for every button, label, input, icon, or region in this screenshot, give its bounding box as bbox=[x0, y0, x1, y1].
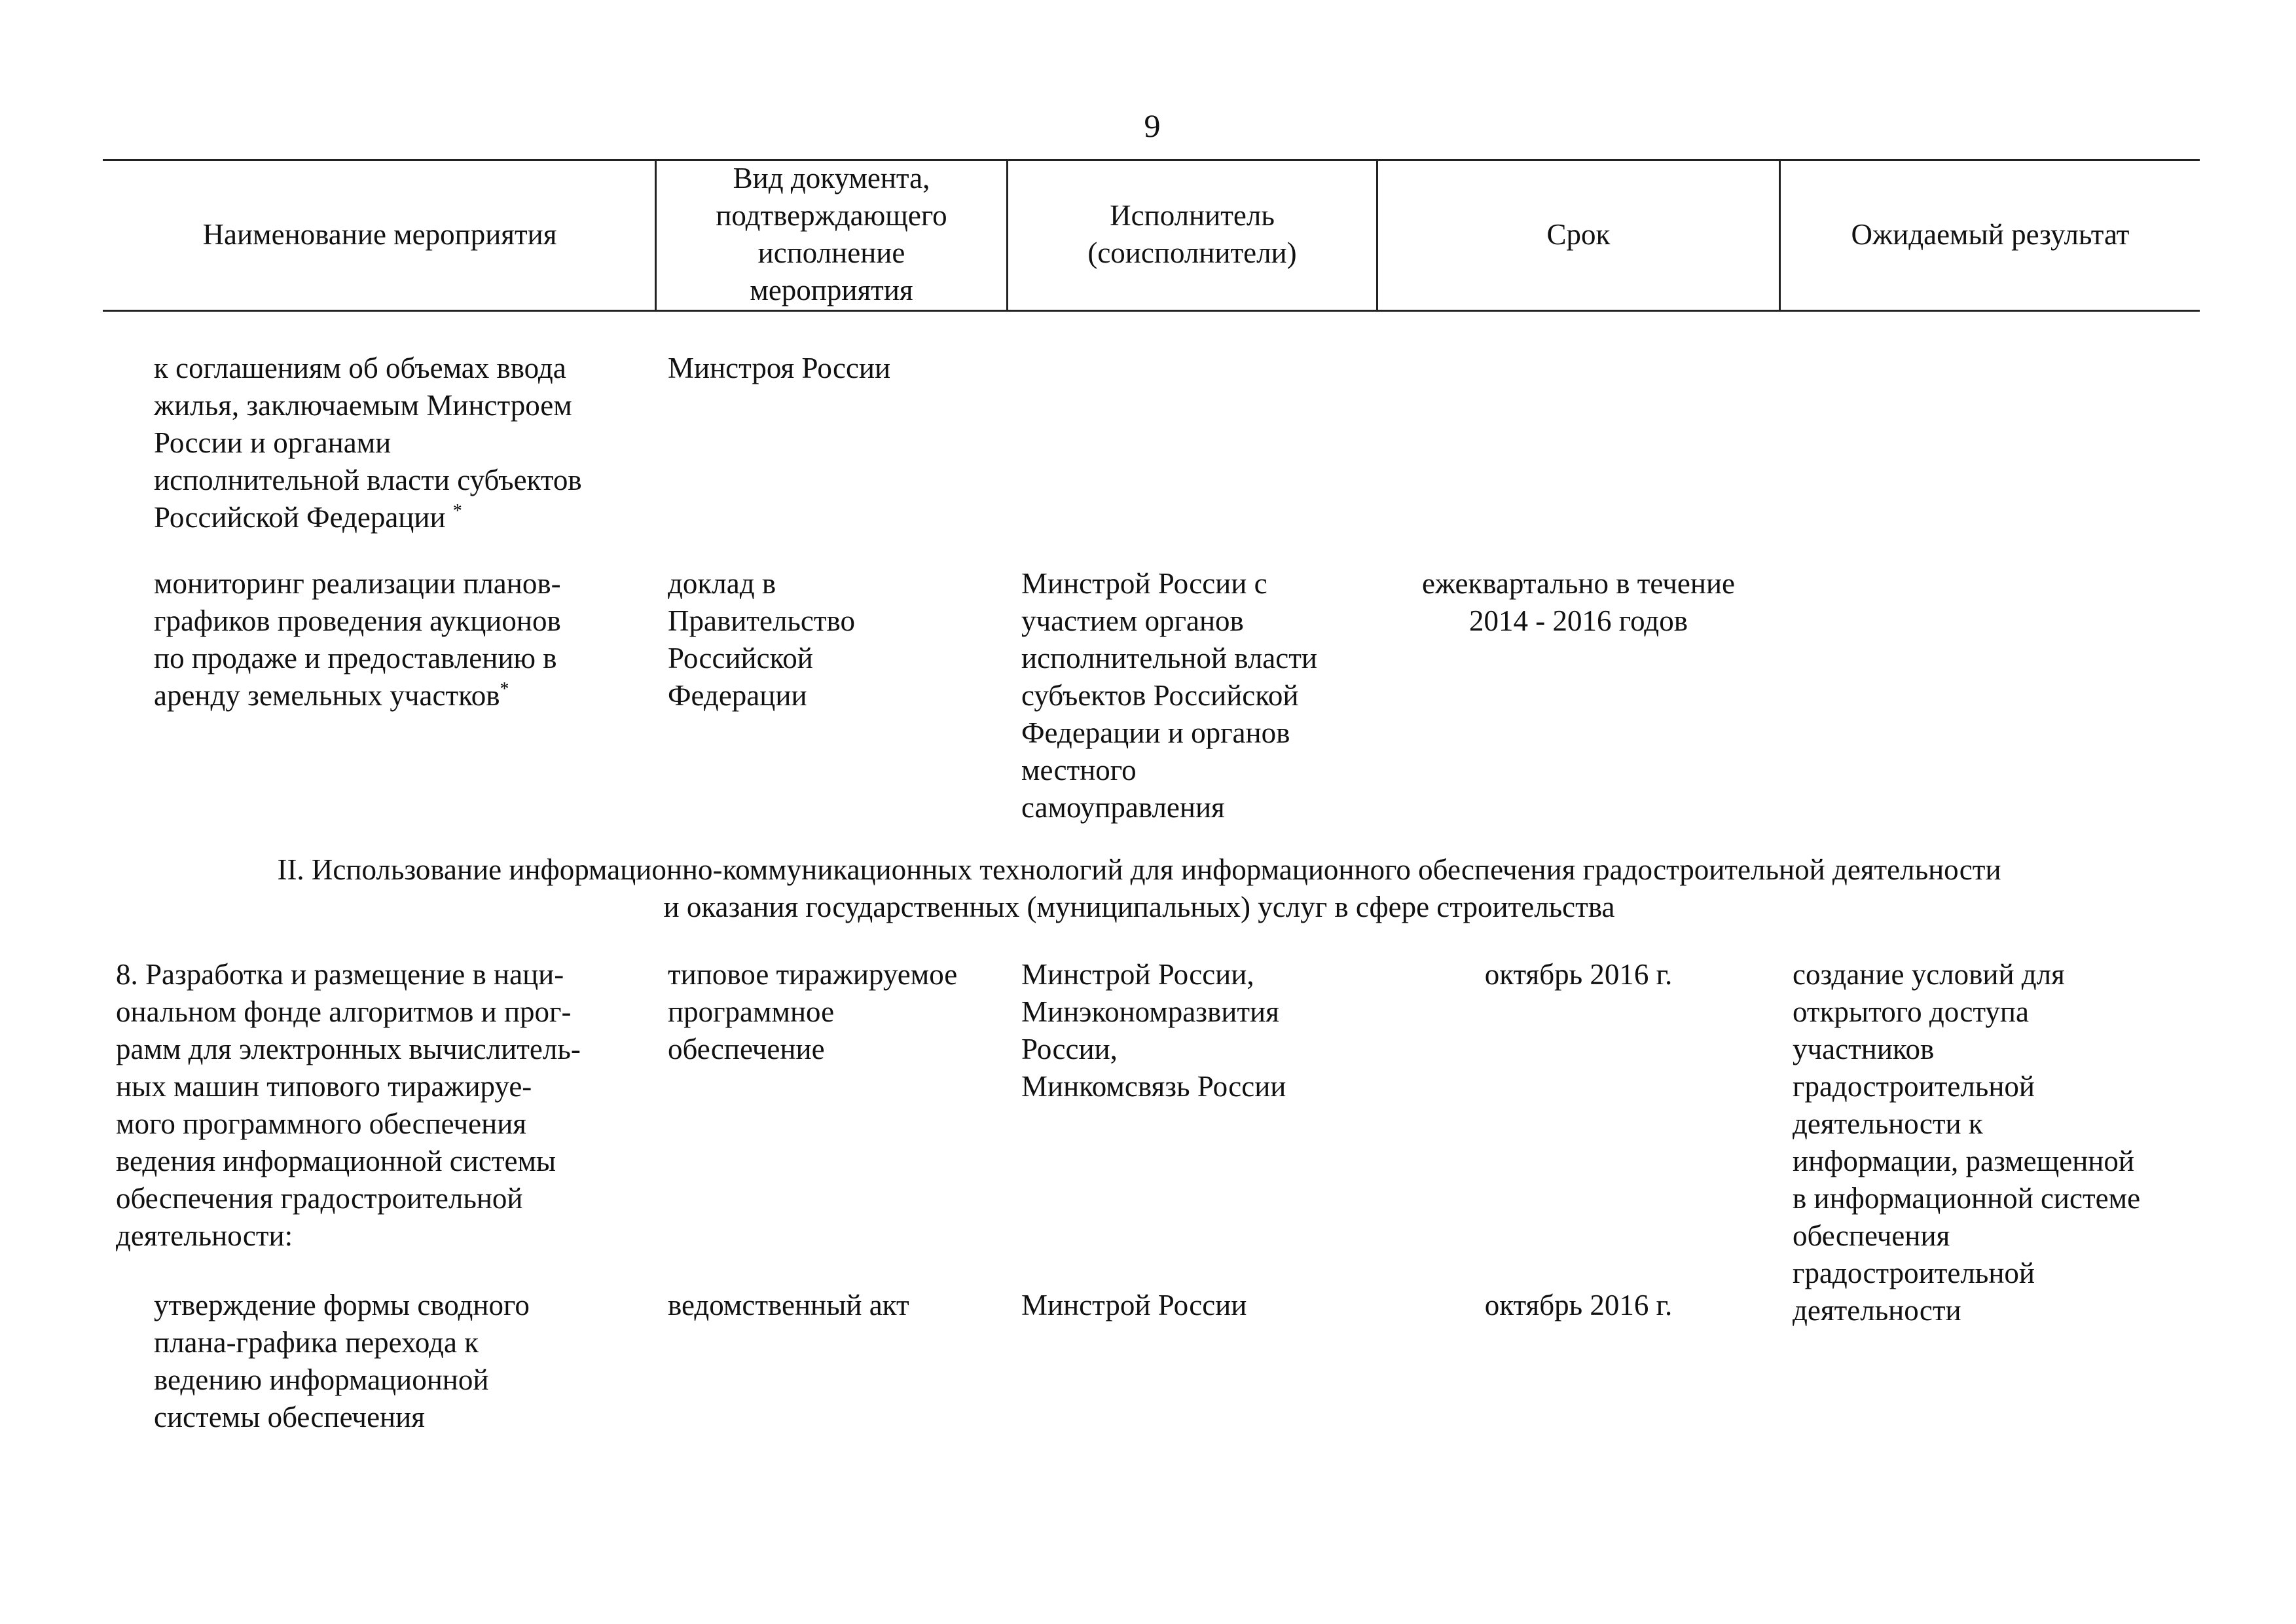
row4-term: октябрь 2016 г. bbox=[1484, 1289, 1673, 1321]
row1-document: Минстроя России bbox=[668, 352, 891, 384]
header-col-result: Ожидаемый результат bbox=[1851, 217, 2130, 251]
row2-term: ежеквартально в течение 2014 - 2016 годов bbox=[1422, 567, 1735, 637]
page-number: 9 bbox=[1144, 107, 1161, 144]
row4-name: утверждение формы сводного плана-графика перехода к ведению информационной системы обеспечения bbox=[154, 1289, 530, 1433]
row3-term: октябрь 2016 г. bbox=[1484, 958, 1673, 991]
row2-name: мониторинг реализации планов- графиков проведения аукционов по продаже и предоставлению в аренду земельных участков* bbox=[154, 567, 561, 712]
row1-name: к соглашениям об объемах ввода жилья, заключаемым Минстроем России и органами исполнительной власти субъектов Российской Федерации * bbox=[154, 352, 582, 534]
footnote-mark: * bbox=[500, 679, 509, 699]
footnote-mark: * bbox=[452, 501, 462, 521]
row4-document: ведомственный акт bbox=[668, 1289, 909, 1321]
row3-result: создание условий для открытого доступа участников градостроительной деятельности к информации, размещенной в информационной системе обеспечения градостроительной деятельности bbox=[1793, 958, 2141, 1327]
row3-document: типовое тиражируемое программное обеспечение bbox=[668, 958, 958, 1065]
row2-executor: Минстрой России с участием органов исполнительной власти субъектов Российской Федерации и органов местного самоуправления bbox=[1021, 567, 1317, 824]
header-col-term: Срок bbox=[1546, 217, 1611, 251]
row2-document: доклад в Правительство Российской Федерации bbox=[668, 567, 855, 712]
row3-name: 8. Разработка и размещение в наци- ональном фонде алгоритмов и прог- рамм для электронных вычислитель- ных машин типового тиражируе- мого программного обеспечения ведения информационной системы обеспечения градостроительной деятельности: bbox=[116, 958, 581, 1252]
header-col-document: Вид документа, подтверждающего исполнение мероприятия bbox=[716, 162, 947, 306]
section-title: II. Использование информационно-коммуникационных технологий для информационного обеспечения градостроительной деятельности и оказания государственных (муниципальных) услуг в сфере строительства bbox=[277, 853, 2001, 923]
header-col-executor: Исполнитель (соисполнители) bbox=[1087, 199, 1297, 269]
row3-executor: Минстрой России, Минэкономразвития России, Минкомсвязь России bbox=[1021, 958, 1286, 1103]
header-col-name: Наименование мероприятия bbox=[202, 217, 557, 251]
row4-executor: Минстрой России bbox=[1021, 1289, 1247, 1321]
header-bottom-rule bbox=[103, 310, 2200, 312]
